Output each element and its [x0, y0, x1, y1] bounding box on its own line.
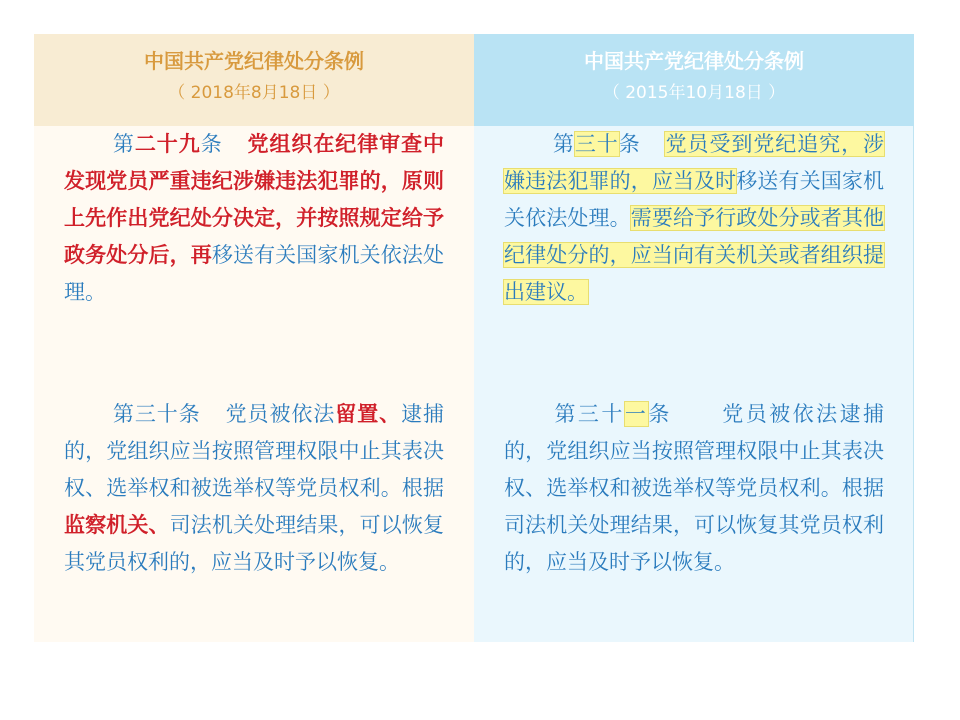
article-highlight-b: 需要给予行政处分或者其他纪律处分的，应当向有关机关或者组织提出建议。 [504, 206, 885, 304]
left-article-29 [64, 126, 444, 311]
right-header-title: 中国共产党纪律处分条例 [584, 49, 804, 73]
article-prefix: 第三十 [552, 402, 625, 426]
right-column-2015 [474, 34, 914, 642]
left-body [34, 126, 474, 642]
article-number: 三十 [574, 132, 619, 156]
article-suffix: 条 [618, 132, 641, 156]
article-prefix: 第 [552, 132, 575, 156]
right-body [474, 126, 914, 642]
right-article-30 [504, 126, 884, 311]
left-header [34, 34, 474, 126]
right-header [474, 34, 914, 126]
article-highlight-a: 党员受到党纪追究，涉嫌违法犯罪的，应当及时 [504, 132, 885, 193]
article-text-b: 逮捕的，党组织应当按照管理权限中止其表决权、选举权和被选举权等党员权利。根据 [64, 402, 445, 500]
left-column-2018 [34, 34, 474, 642]
right-header-date: （ 2015年10月18日 ） [602, 83, 786, 103]
article-text-a: 移送有关国家机关依法处理。 [504, 169, 885, 230]
article-bold-text: 党组织在纪律审查中发现党员严重违纪涉嫌违法犯罪的，原则上先作出党纪处分决定，并按照规定给予政务处分后，再 [64, 132, 445, 267]
article-suffix: 条 [200, 132, 223, 156]
article-number-highlight: 一 [624, 402, 649, 426]
article-number: 二十九 [134, 132, 201, 156]
article-text-c: 司法机关处理结果，可以恢复其党员权利的，应当及时予以恢复。 [64, 513, 445, 574]
article-red-b: 监察机关、 [64, 513, 170, 537]
left-header-title: 中国共产党纪律处分条例 [144, 49, 364, 73]
article-text-a: 党员被依法 [224, 402, 336, 426]
article-rest-text: 移送有关国家机关依法处理。 [64, 243, 445, 304]
article-text: 党员被依法逮捕的，党组织应当按照管理权限中止其表决权、选举权和被选举权等党员权利。根据司法机关处理结果，可以恢复其党员权利的，应当及时予以恢复。 [504, 402, 885, 574]
article-prefix: 第 [112, 132, 135, 156]
left-header-date: （ 2018年8月18日 ） [168, 83, 340, 103]
right-article-31 [504, 396, 884, 581]
article-red-a: 留置、 [335, 402, 402, 426]
article-label: 第三十条 [112, 402, 201, 426]
article-suffix: 条 [648, 402, 672, 426]
left-article-30 [64, 396, 444, 581]
